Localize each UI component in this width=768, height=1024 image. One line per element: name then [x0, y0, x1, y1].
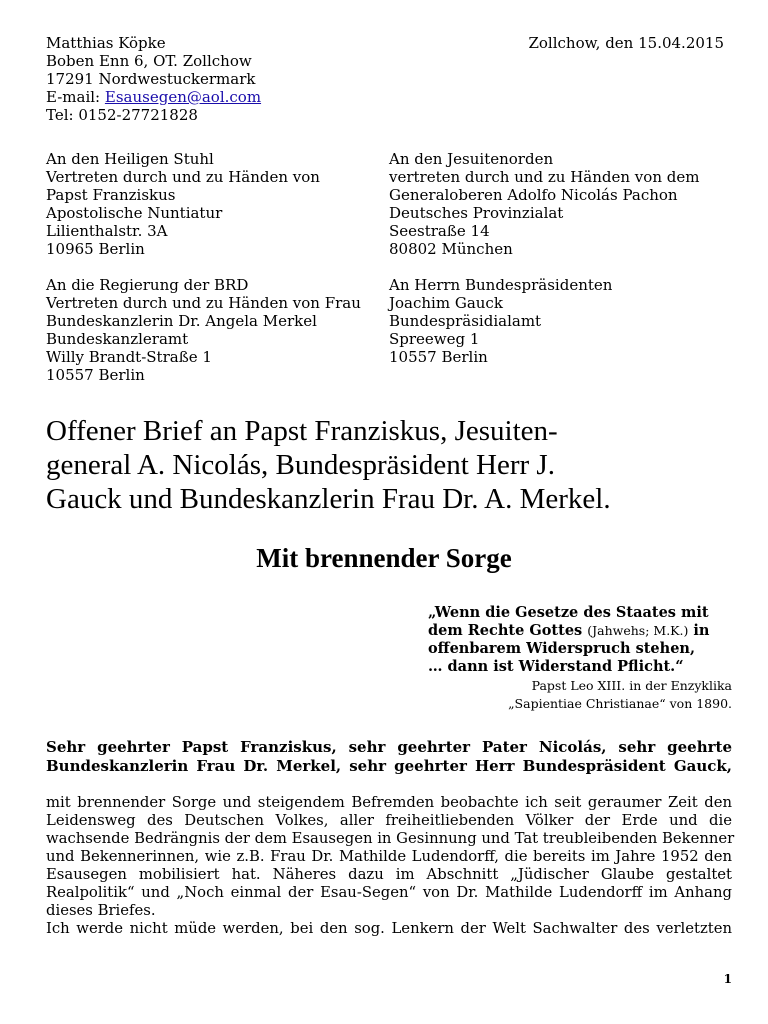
quote-annotation: (Jahwehs; M.K.)	[587, 623, 689, 638]
address-line: 10557 Berlin	[46, 366, 145, 384]
title-line: Gauck und Bundeskanzlerin Frau Dr. A. Merkel.	[46, 483, 611, 515]
sender-street: Boben Enn 6, OT. Zollchow	[46, 52, 252, 70]
address-jesuit-order	[389, 150, 699, 258]
salutation-line: Bundeskanzlerin Frau Dr. Merkel, sehr geehrter Herr Bundespräsident Gauck,	[46, 757, 732, 775]
address-line: Lilienthalstr. 3A	[46, 222, 168, 240]
address-line: Spreeweg 1	[389, 330, 480, 348]
address-line: 10965 Berlin	[46, 240, 145, 258]
quote-line	[428, 622, 732, 640]
quote-line: … dann ist Widerstand Pflicht.“	[428, 658, 684, 675]
address-line: Willy Brandt-Straße 1	[46, 348, 212, 366]
body-line: Ich werde nicht müde werden, bei den sog. Lenkern der Welt Sachwalter des verletzten	[46, 920, 732, 937]
sender-block	[46, 34, 261, 124]
address-line: An den Heiligen Stuhl	[46, 150, 214, 168]
address-line: An die Regierung der BRD	[46, 276, 249, 294]
quote-source: Papst Leo XIII. in der Enzyklika	[531, 678, 732, 693]
address-line: An den Jesuitenorden	[389, 150, 554, 168]
address-line: An Herrn Bundespräsidenten	[389, 276, 613, 294]
address-line: Bundeskanzlerin Dr. Angela Merkel	[46, 312, 317, 330]
address-line: Papst Franziskus	[46, 186, 176, 204]
title-line: general A. Nicolás, Bundespräsident Herr J.	[46, 449, 555, 481]
address-line: Seestraße 14	[389, 222, 490, 240]
epigraph-quote	[428, 604, 732, 712]
body-line: wachsende Bedrängnis der dem Esausegen in Gesinnung und Tat treubleibenden Bekenner	[46, 830, 735, 847]
address-line: Generaloberen Adolfo Nicolás Pachon	[389, 186, 678, 204]
address-federal-president	[389, 276, 612, 366]
address-holy-see	[46, 150, 320, 258]
salutation	[46, 738, 732, 776]
letter-subtitle: Mit brennender Sorge	[256, 543, 512, 573]
quote-source: „Sapientiae Christianae“ von 1890.	[508, 696, 732, 711]
body-line: Esausegen mobilisiert hat. Näheres dazu im Abschnitt „Jüdischer Glaube gestaltet	[46, 866, 732, 883]
salutation-line: Sehr geehrter Papst Franziskus, sehr geehrter Pater Nicolás, sehr geehrte	[46, 738, 732, 756]
quote-line: offenbarem Widerspruch stehen,	[428, 640, 696, 657]
title-line: Offener Brief an Papst Franziskus, Jesuiten-	[46, 415, 558, 447]
address-line: Bundeskanzleramt	[46, 330, 189, 348]
address-line: 10557 Berlin	[389, 348, 488, 366]
address-line: Vertreten durch und zu Händen von	[46, 168, 320, 186]
quote-text: dem Rechte Gottes	[428, 622, 588, 639]
email-link[interactable]: Esausegen@aol.com	[104, 88, 262, 106]
quote-text: in	[688, 622, 710, 639]
place-date: Zollchow, den 15.04.2015	[528, 34, 724, 52]
letter-title	[46, 414, 732, 516]
body-line: mit brennender Sorge und steigendem Befremden beobachte ich seit geraumer Zeit den	[46, 794, 732, 811]
address-federal-government	[46, 276, 361, 384]
email-label: E-mail:	[46, 88, 105, 106]
address-line: Deutsches Provinzialat	[389, 204, 564, 222]
sender-email-line	[46, 88, 261, 106]
quote-line: „Wenn die Gesetze des Staates mit	[428, 604, 709, 621]
address-line: Apostolische Nuntiatur	[46, 204, 223, 222]
body-line: Leidensweg des Deutschen Volkes, aller freiheitliebenden Völker der Erde und die	[46, 812, 732, 829]
address-line: Joachim Gauck	[389, 294, 503, 312]
body-line: Realpolitik“ und „Noch einmal der Esau-Segen“ von Dr. Mathilde Ludendorff im Anhang	[46, 884, 732, 901]
page-number: 1	[723, 972, 732, 986]
body-line: und Bekennerinnen, wie z.B. Frau Dr. Mathilde Ludendorff, die bereits im Jahre 1952 den	[46, 848, 732, 865]
body-line: dieses Briefes.	[46, 902, 156, 919]
sender-city: 17291 Nordwestuckermark	[46, 70, 256, 88]
address-line: Vertreten durch und zu Händen von Frau	[46, 294, 361, 312]
sender-phone: Tel: 0152-27721828	[46, 106, 198, 124]
sender-name: Matthias Köpke	[46, 34, 166, 52]
body-paragraph	[46, 794, 735, 938]
address-line: vertreten durch und zu Händen von dem	[389, 168, 700, 186]
address-line: 80802 München	[389, 240, 513, 258]
address-line: Bundespräsidialamt	[389, 312, 542, 330]
